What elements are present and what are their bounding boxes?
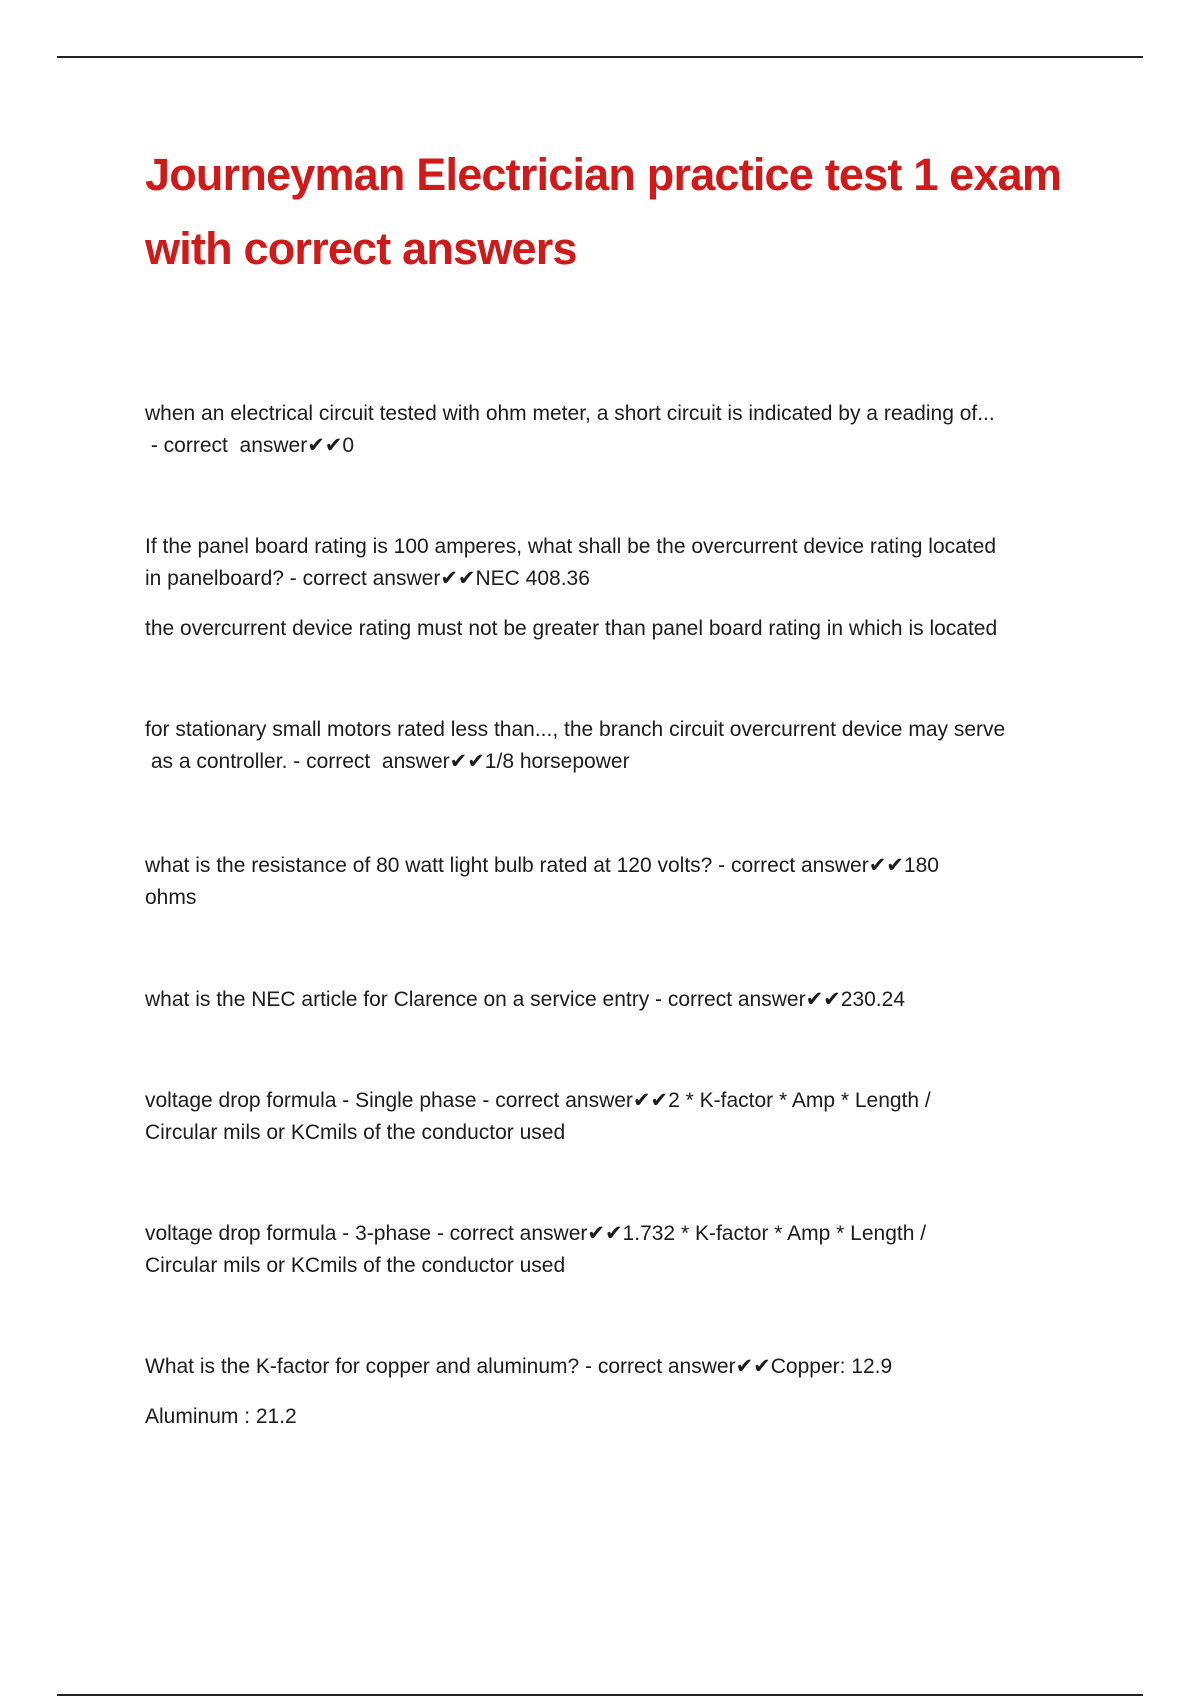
qa-item-3 bbox=[145, 714, 1085, 778]
qa-line: ohms bbox=[145, 886, 197, 909]
qa-extra: the overcurrent device rating must not be greater than panel board rating in which is located bbox=[145, 617, 998, 640]
qa-line: what is the NEC article for Clarence on a service entry - correct answer✔✔230.24 bbox=[145, 988, 905, 1011]
qa-extra: Aluminum : 21.2 bbox=[145, 1405, 297, 1428]
qa-text bbox=[145, 1351, 1085, 1383]
qa-item-5 bbox=[145, 984, 1085, 1016]
qa-item-1 bbox=[145, 398, 1085, 462]
title-line-1: Journeyman Electrician practice test 1 exam bbox=[145, 149, 1062, 200]
title-line-2: with correct answers bbox=[145, 223, 577, 274]
qa-line: what is the resistance of 80 watt light bulb rated at 120 volts? - correct answer✔✔180 bbox=[145, 854, 939, 877]
qa-text bbox=[145, 531, 1085, 595]
document-title bbox=[145, 138, 1105, 286]
qa-line: voltage drop formula - Single phase - correct answer✔✔2 * K-factor * Amp * Length / bbox=[145, 1089, 931, 1112]
qa-item-2 bbox=[145, 531, 1085, 645]
qa-item-7 bbox=[145, 1218, 1085, 1282]
qa-text bbox=[145, 714, 1085, 778]
qa-text bbox=[145, 398, 1085, 462]
qa-line: voltage drop formula - 3-phase - correct answer✔✔1.732 * K-factor * Amp * Length / bbox=[145, 1222, 927, 1245]
qa-line: What is the K-factor for copper and aluminum? - correct answer✔✔Copper: 12.9 bbox=[145, 1355, 893, 1378]
qa-line: as a controller. - correct answer✔✔1/8 horsepower bbox=[145, 750, 630, 773]
qa-line: Circular mils or KCmils of the conductor used bbox=[145, 1121, 566, 1144]
qa-line: If the panel board rating is 100 amperes, what shall be the overcurrent device rating located bbox=[145, 535, 997, 558]
qa-line: for stationary small motors rated less than..., the branch circuit overcurrent device may serve bbox=[145, 718, 1006, 741]
qa-line: when an electrical circuit tested with ohm meter, a short circuit is indicated by a reading of... bbox=[145, 402, 995, 425]
qa-line: Circular mils or KCmils of the conductor used bbox=[145, 1254, 566, 1277]
qa-item-4 bbox=[145, 850, 1085, 914]
qa-item-6 bbox=[145, 1085, 1085, 1149]
bottom-rule bbox=[57, 1694, 1143, 1696]
qa-line: - correct answer✔✔0 bbox=[145, 434, 355, 457]
qa-text bbox=[145, 1218, 1085, 1282]
qa-text bbox=[145, 850, 1085, 914]
qa-text bbox=[145, 984, 1085, 1016]
qa-item-8 bbox=[145, 1351, 1085, 1433]
qa-line: in panelboard? - correct answer✔✔NEC 408.36 bbox=[145, 567, 590, 590]
qa-text bbox=[145, 1085, 1085, 1149]
top-rule bbox=[57, 56, 1143, 58]
